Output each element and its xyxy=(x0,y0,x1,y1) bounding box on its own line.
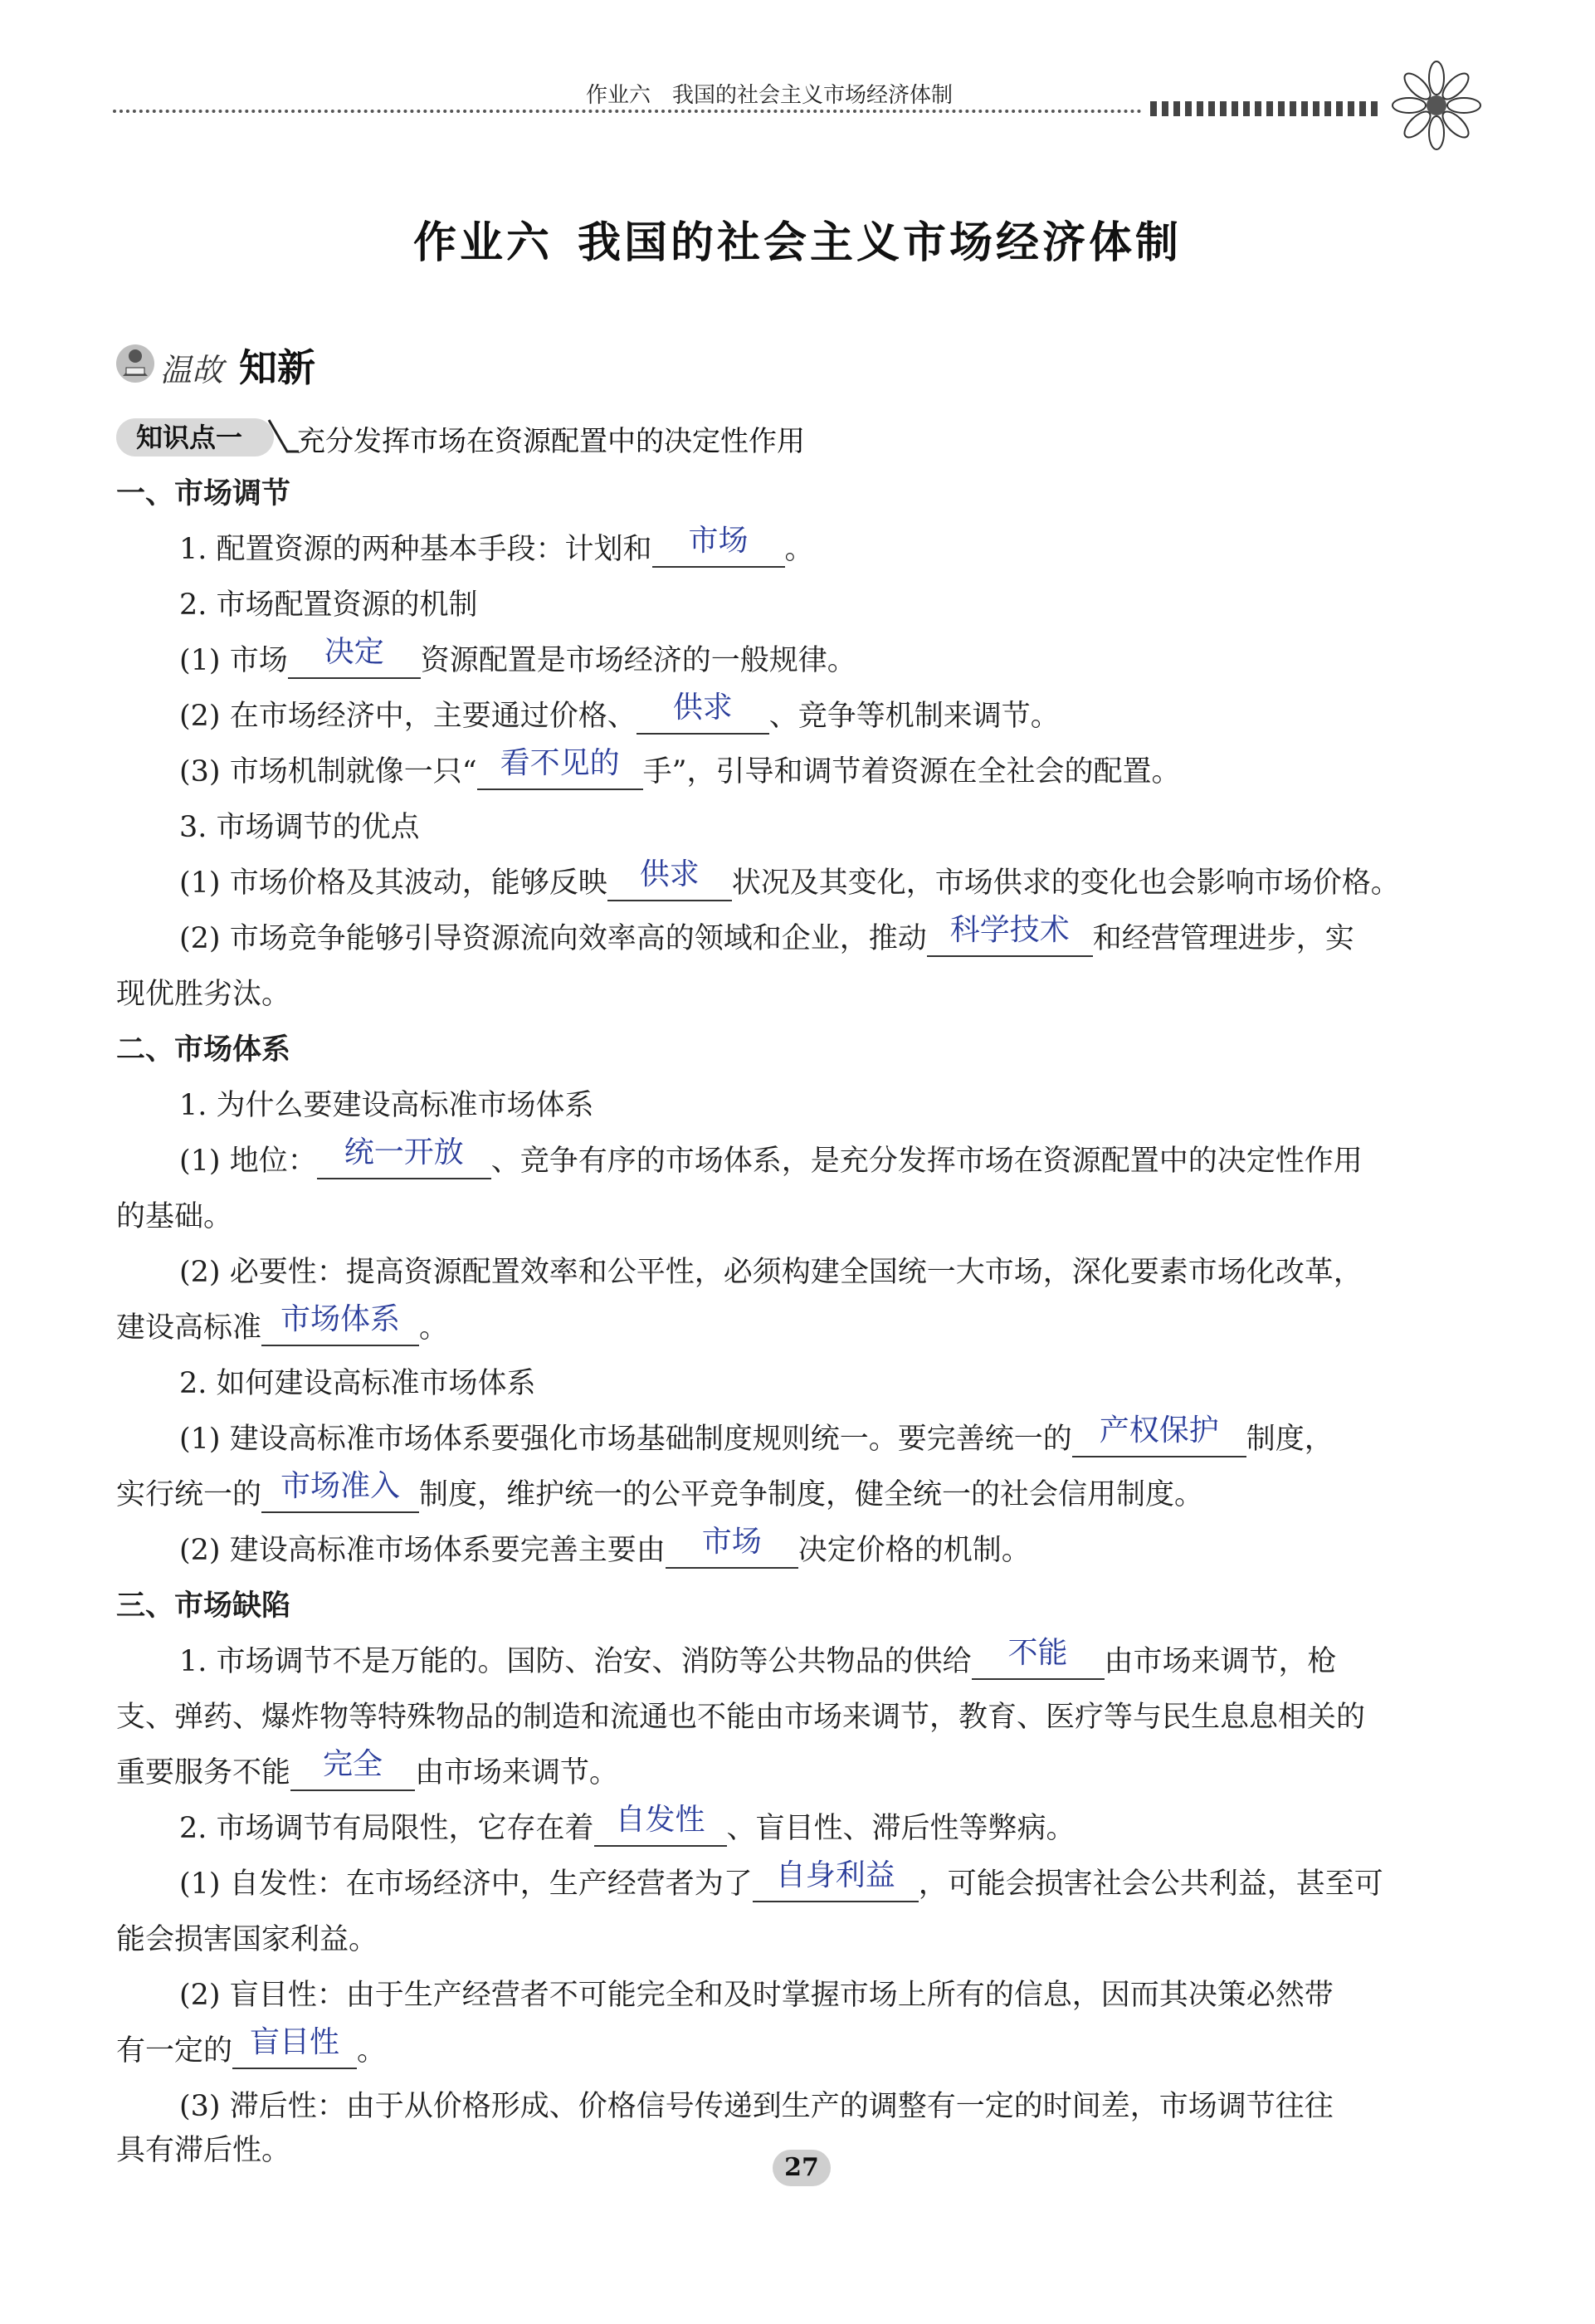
answer: 科学技术 xyxy=(949,913,1070,947)
heading-market-regulation: 一、市场调节 xyxy=(116,477,291,510)
answer: 决定 xyxy=(324,635,384,669)
title-part2: 我国的社会主义市场经济体制 xyxy=(578,218,1183,268)
paragraph: 2. 市场调节有局限性，它存在着 自发性 、盲目性、滞后性等弊病。 xyxy=(179,1803,1076,1845)
paragraph: 支、弹药、爆炸物等特殊物品的制造和流通也不能由市场来调节，教育、医疗等与民生息息相关的 xyxy=(116,1701,1366,1734)
paragraph: (2) 必要性：提高资源配置效率和公平性，必须构建全国统一大市场，深化要素市场化改革， xyxy=(179,1256,1363,1289)
running-header xyxy=(113,76,1474,126)
flower-icon xyxy=(1391,60,1482,151)
paragraph: 实行统一的 市场准入 制度，维护统一的公平竞争制度，健全统一的社会信用制度。 xyxy=(116,1469,1204,1511)
paragraph: (1) 市场 决定 资源配置是市场经济的一般规律。 xyxy=(179,635,856,677)
answer: 看不见的 xyxy=(500,746,620,780)
paragraph: 建设高标准 市场体系 。 xyxy=(116,1302,449,1345)
answer: 市场体系 xyxy=(280,1302,401,1336)
answer: 市场 xyxy=(701,1525,762,1559)
banner-bold-text: 知新 xyxy=(239,345,315,390)
page-number: 27 xyxy=(773,2150,831,2186)
paragraph: 的基础。 xyxy=(116,1200,233,1233)
paragraph: (1) 市场价格及其波动，能够反映 供求 状况及其变化，市场供求的变化也会影响市场价格。 xyxy=(179,857,1400,900)
header-dotted-rule xyxy=(113,110,1142,113)
paragraph: 具有滞后性。 xyxy=(116,2134,291,2167)
paragraph: 2. 市场配置资源的机制 xyxy=(179,588,478,622)
running-title: 作业六 我国的社会主义市场经济体制 xyxy=(586,83,954,108)
paragraph: (2) 建设高标准市场体系要完善主要由 市场 决定价格的机制。 xyxy=(179,1525,1031,1567)
banner-script-text: 温故 xyxy=(160,352,224,388)
student-reading-icon xyxy=(115,343,156,384)
answer: 供求 xyxy=(672,691,733,725)
paragraph: 3. 市场调节的优点 xyxy=(179,811,420,844)
paragraph: 1. 配置资源的两种基本手段：计划和 市场 。 xyxy=(179,524,814,566)
paragraph: (2) 在市场经济中，主要通过价格、 供求 、竞争等机制来调节。 xyxy=(179,691,1060,733)
answer: 完全 xyxy=(323,1747,383,1781)
paragraph: (2) 市场竞争能够引导资源流向效率高的领域和企业，推动 科学技术 和经营管理进步，实 xyxy=(179,913,1354,955)
paragraph: (1) 自发性：在市场经济中，生产经营者为了 自身利益 ，可能会损害社会公共利益，甚至可 xyxy=(179,1858,1383,1901)
answer: 盲目性 xyxy=(250,2025,340,2059)
answer: 统一开放 xyxy=(344,1135,464,1169)
paragraph: 重要服务不能 完全 由市场来调节。 xyxy=(116,1747,619,1789)
heading-market-system: 二、市场体系 xyxy=(116,1033,291,1067)
page-title xyxy=(0,208,1595,270)
answer: 市场 xyxy=(688,524,749,558)
slash-decoration xyxy=(266,415,299,458)
answer: 供求 xyxy=(639,857,700,891)
paragraph: (1) 建设高标准市场体系要强化市场基础制度规则统一。要完善统一的 产权保护 制度， xyxy=(179,1413,1334,1456)
title-part1: 作业六 xyxy=(412,218,553,268)
answer: 自发性 xyxy=(615,1803,705,1837)
paragraph: 1. 市场调节不是万能的。国防、治安、消防等公共物品的供给 不能 由市场来调节，枪 xyxy=(179,1636,1337,1678)
answer: 产权保护 xyxy=(1099,1413,1219,1448)
header-bar-decoration xyxy=(1150,101,1383,116)
paragraph: (1) 地位： 统一开放 、竞争有序的市场体系，是充分发挥市场在资源配置中的决定性作用 xyxy=(179,1135,1363,1178)
paragraph: 2. 如何建设高标准市场体系 xyxy=(179,1367,536,1400)
paragraph: 有一定的 盲目性 。 xyxy=(116,2025,387,2068)
paragraph: (2) 盲目性：由于生产经营者不可能完全和及时掌握市场上所有的信息，因而其决策必然带 xyxy=(179,1979,1334,2012)
paragraph: 1. 为什么要建设高标准市场体系 xyxy=(179,1089,594,1122)
answer: 市场准入 xyxy=(280,1469,401,1503)
knowledge-point-badge: 知识点一 xyxy=(116,418,274,456)
heading-market-defects: 三、市场缺陷 xyxy=(116,1589,291,1623)
answer: 自身利益 xyxy=(775,1858,895,1892)
knowledge-point-title: 充分发挥市场在资源配置中的决定性作用 xyxy=(297,425,805,458)
paragraph: 能会损害国家利益。 xyxy=(116,1923,378,1956)
paragraph: (3) 市场机制就像一只“ 看不见的 手”，引导和调节着资源在全社会的配置。 xyxy=(179,746,1181,788)
paragraph: (3) 滞后性：由于从价格形成、价格信号传递到生产的调整有一定的时间差，市场调节往往 xyxy=(179,2090,1334,2123)
paragraph: 现优胜劣汰。 xyxy=(116,978,291,1011)
answer: 不能 xyxy=(1007,1636,1068,1670)
